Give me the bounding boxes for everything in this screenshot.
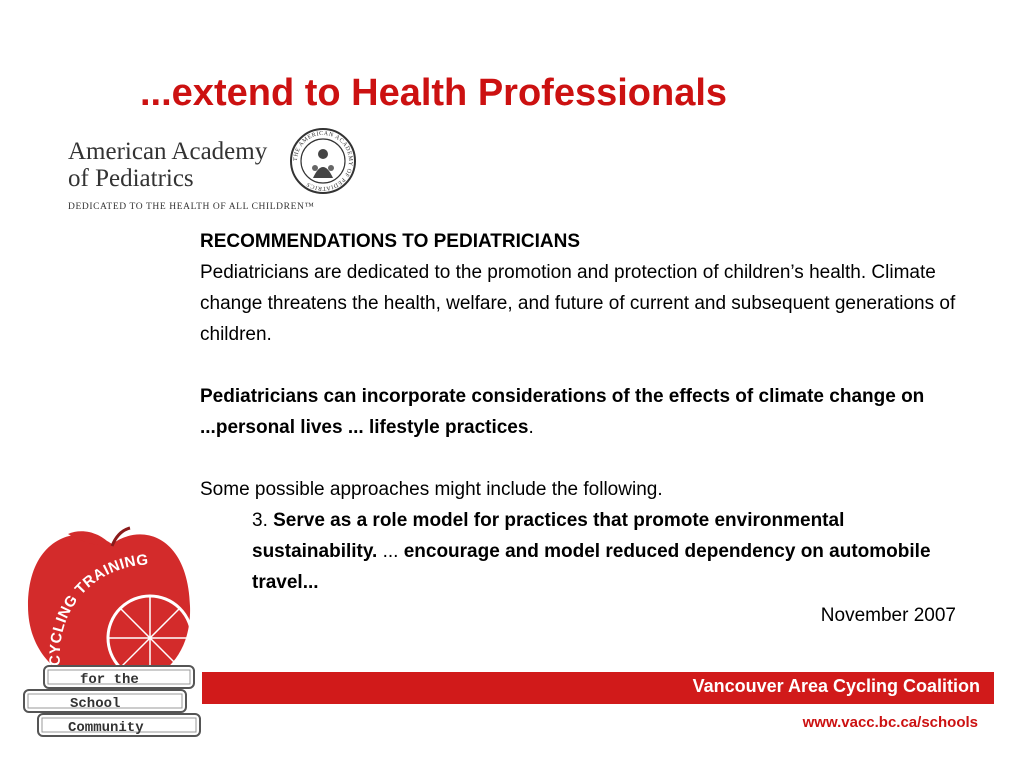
organization-name: Vancouver Area Cycling Coalition — [692, 676, 980, 696]
logo-stack-line3: Community — [68, 720, 144, 736]
bold-statement: Pediatricians can incorporate considerations of the effects of climate change on ...personal lives ... lifestyle practices — [200, 386, 925, 438]
spacer — [200, 350, 970, 381]
approach-item-3 — [200, 505, 970, 598]
logo-stack-line1: for the — [80, 672, 139, 688]
aap-logo — [64, 122, 364, 217]
aap-name-line1: American Academy — [68, 138, 268, 165]
logo-stack-line2: School — [70, 696, 121, 712]
spacer — [200, 443, 970, 474]
aap-logo-name — [68, 138, 267, 192]
footer-banner — [202, 672, 994, 704]
aap-name-line2: of Pediatrics — [68, 165, 194, 192]
item-plain: ... — [377, 541, 404, 562]
intro-paragraph: Pediatricians are dedicated to the promotion and protection of children’s health. Climate change threatens the health, welfare, and future of current and subsequent generations of children. — [200, 262, 956, 345]
date-label: November 2007 — [820, 605, 956, 626]
bold-statement-end: . — [528, 417, 534, 438]
svg-text:THE AMERICAN ACADEMY OF PEDIAT — [293, 131, 353, 191]
slide-title: ...extend to Health Professionals — [140, 72, 728, 114]
logo-arc-text: CYCLING TRAINING — [46, 551, 150, 667]
item-bold-2: encourage and model reduced dependency on automobile travel... — [252, 541, 931, 593]
bold-statement-paragraph — [200, 381, 970, 443]
section-heading: RECOMMENDATIONS TO PEDIATRICIANS — [200, 231, 581, 252]
aap-seal-icon — [288, 126, 358, 196]
aap-seal-text: THE AMERICAN ACADEMY OF PEDIATRICS — [292, 130, 354, 192]
approaches-intro: Some possible approaches might include the following. — [200, 479, 663, 500]
slide-body — [200, 226, 970, 631]
cycling-training-logo — [20, 526, 210, 746]
aap-tagline: DEDICATED TO THE HEALTH OF ALL CHILDREN™ — [68, 202, 315, 212]
item-number: 3. — [252, 510, 274, 531]
item-bold-1: Serve as a role model for practices that promote environmental sustainability. — [252, 510, 845, 562]
footer-url: www.vacc.bc.ca/schools — [802, 714, 978, 731]
